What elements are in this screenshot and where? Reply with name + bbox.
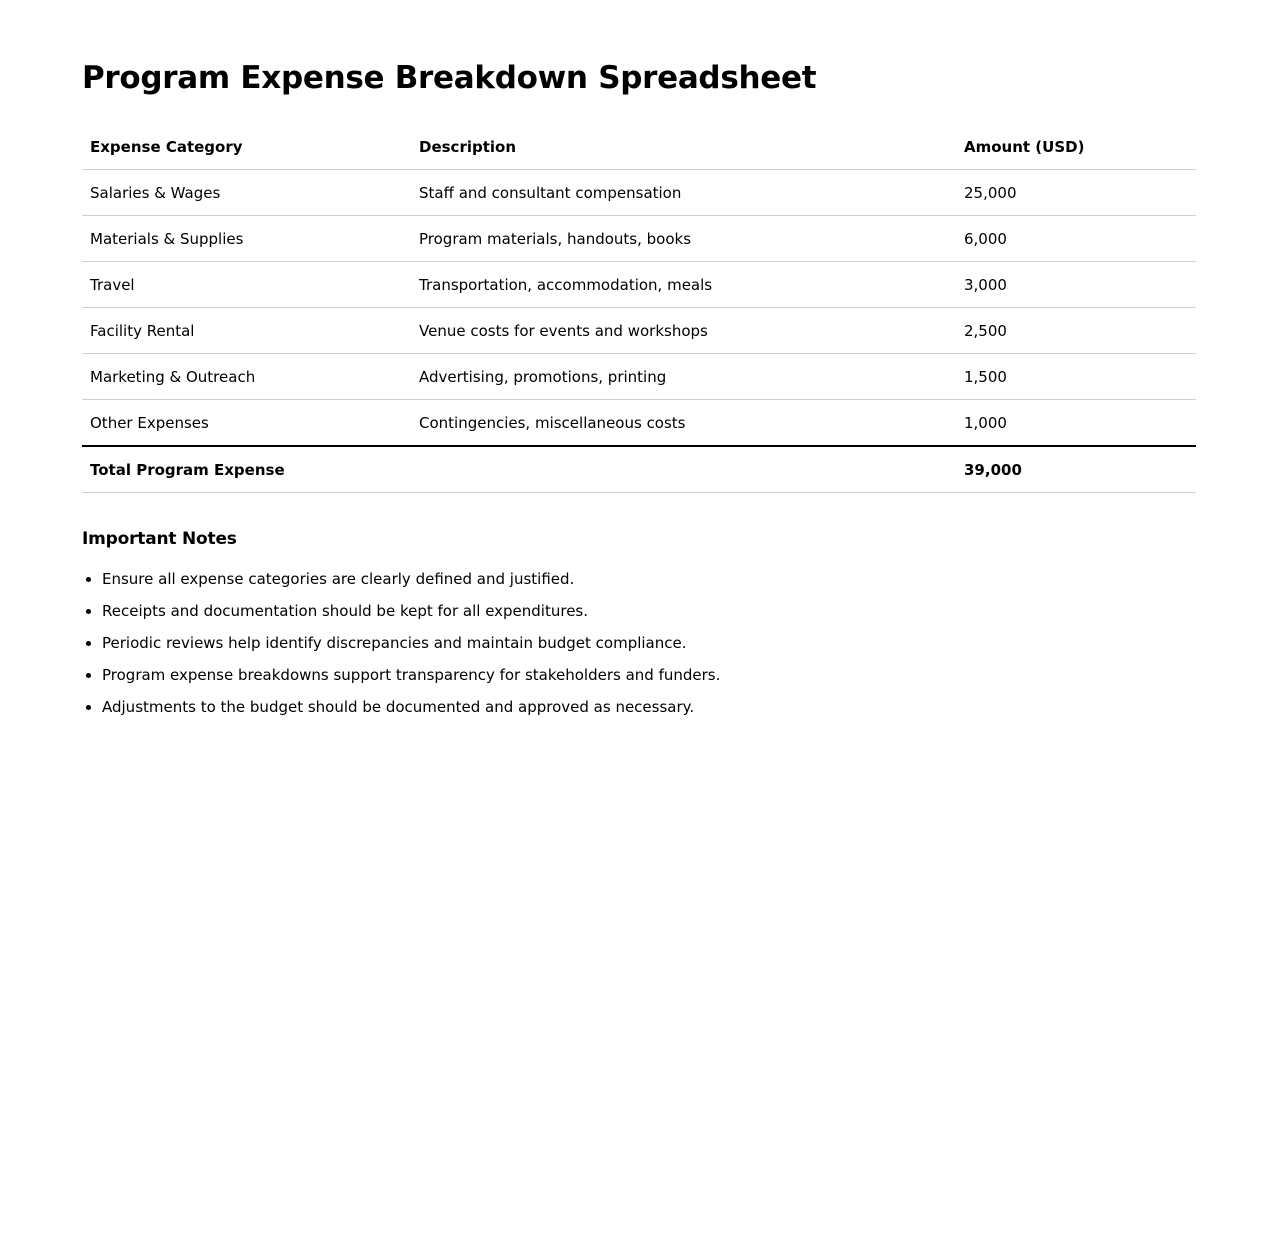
header-amount: Amount (USD): [956, 124, 1196, 170]
cell-category: Facility Rental: [82, 308, 411, 354]
cell-amount: 6,000: [956, 216, 1196, 262]
cell-description: Staff and consultant compensation: [411, 170, 956, 216]
list-item: • Program expense breakdowns support transparency for stakeholders and funders.: [102, 665, 1196, 685]
table-header-row: [82, 124, 1196, 170]
table-row: [82, 170, 1196, 216]
list-item: • Adjustments to the budget should be documented and approved as necessary.: [102, 697, 1196, 717]
table-row: [82, 216, 1196, 262]
table-row: [82, 308, 1196, 354]
cell-description: Transportation, accommodation, meals: [411, 262, 956, 308]
cell-description: Program materials, handouts, books: [411, 216, 956, 262]
cell-category: Materials & Supplies: [82, 216, 411, 262]
list-item: • Receipts and documentation should be kept for all expenditures.: [102, 601, 1196, 621]
cell-amount: 2,500: [956, 308, 1196, 354]
table-row: [82, 262, 1196, 308]
cell-category: Travel: [82, 262, 411, 308]
header-description: Description: [411, 124, 956, 170]
cell-category: Marketing & Outreach: [82, 354, 411, 400]
total-amount: 39,000: [956, 446, 1196, 493]
header-expense-category: Expense Category: [82, 124, 411, 170]
cell-description: Advertising, promotions, printing: [411, 354, 956, 400]
cell-amount: 25,000: [956, 170, 1196, 216]
cell-amount: 1,000: [956, 400, 1196, 447]
cell-amount: 1,500: [956, 354, 1196, 400]
total-row: [82, 446, 1196, 493]
page-title: Program Expense Breakdown Spreadsheet: [82, 60, 817, 96]
expense-table: [82, 124, 1196, 493]
cell-amount: 3,000: [956, 262, 1196, 308]
list-item: • Periodic reviews help identify discrepancies and maintain budget compliance.: [102, 633, 1196, 653]
list-item: • Ensure all expense categories are clearly defined and justified.: [102, 569, 1196, 589]
notes-title: Important Notes: [82, 529, 237, 549]
cell-category: Other Expenses: [82, 400, 411, 447]
cell-description: Contingencies, miscellaneous costs: [411, 400, 956, 447]
table-row: [82, 400, 1196, 447]
total-description-empty: [411, 446, 956, 493]
cell-category: Salaries & Wages: [82, 170, 411, 216]
notes-list: [82, 569, 1196, 717]
table-row: [82, 354, 1196, 400]
cell-description: Venue costs for events and workshops: [411, 308, 956, 354]
total-label: Total Program Expense: [82, 446, 411, 493]
